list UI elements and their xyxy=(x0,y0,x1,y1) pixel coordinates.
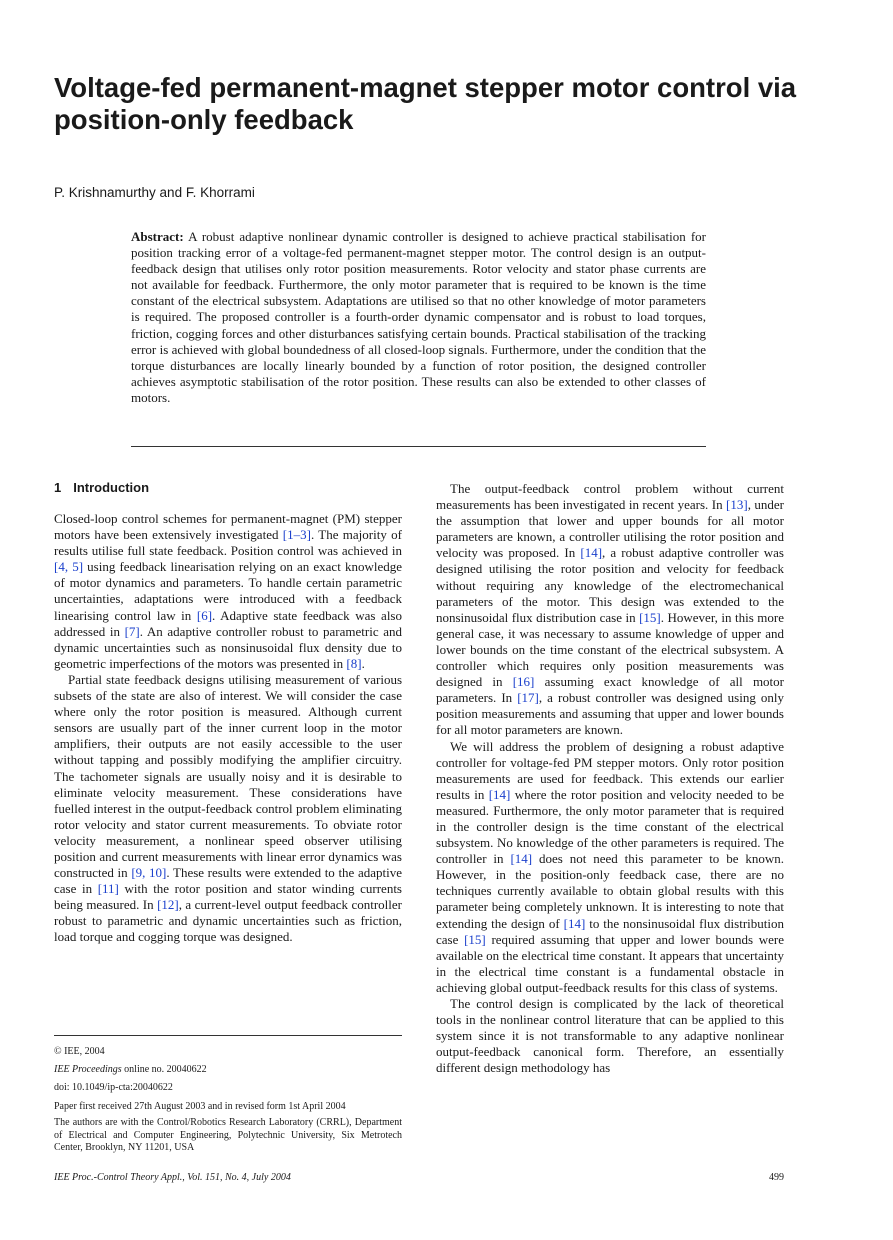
citation-link[interactable]: [14] xyxy=(580,545,603,561)
body-paragraph xyxy=(436,481,784,739)
citation-link[interactable]: [15] xyxy=(464,931,486,947)
paragraph-text: using feedback linearisation relying on an exact knowledge of motor dynamics and parameters. To handle certain parametric uncertainties, adaptations were introduced with a feedback linearising control law in xyxy=(54,559,402,623)
authors: P. Krishnamurthy and F. Khorrami xyxy=(54,185,255,200)
footnote-copyright: © IEE, 2004 xyxy=(54,1046,105,1057)
abstract-divider xyxy=(131,446,706,447)
citation-link[interactable]: [13] xyxy=(726,497,748,513)
citation-link[interactable]: [6] xyxy=(196,607,213,623)
abstract-label: Abstract: xyxy=(131,229,184,244)
page-number: 499 xyxy=(769,1172,784,1183)
paragraph-text: , a robust controller was designed using only position measurements and assuming that upper and lower bounds for all motor parameters are known. xyxy=(436,690,784,738)
footnote-received: Paper first received 27th August 2003 and in revised form 1st April 2004 xyxy=(54,1101,346,1112)
paragraph-text: , a robust adaptive controller was designed utilising the rotor position and velocity for feedback without requiring any knowledge of the electromechanical parameters of the motor. This design was extended to the nonsinusoidal flux distribution case in xyxy=(436,545,784,625)
paragraph-text: The output-feedback control problem without current measurements has been investigated in recent years. In xyxy=(436,481,784,513)
citation-link[interactable]: [15] xyxy=(639,609,661,625)
paragraph-text: . These results were extended to the adaptive case in xyxy=(54,865,402,897)
citation-link[interactable]: [7] xyxy=(124,623,140,639)
citation-link[interactable]: [4, 5] xyxy=(54,559,84,575)
footnote-doi: doi: 10.1049/ip-cta:20040622 xyxy=(54,1082,173,1093)
paragraph-text: with the rotor position and stator winding currents being measured. In xyxy=(54,881,402,913)
paragraph-text: We will address the problem of designing a robust adaptive controller for voltage-fed PM stepper motors. Only rotor position measurements are used for feedback. This extends our earlier results in xyxy=(436,738,784,802)
paper-title: Voltage-fed permanent-magnet stepper motor control via position-only feedback xyxy=(54,72,797,135)
abstract-text: A robust adaptive nonlinear dynamic controller is designed to achieve practical stabilisation for position tracking error of a voltage-fed permanent-magnet stepper motor. The control design is an output-feedback design that utilises only rotor position measurements. Rotor velocity and stator phase currents are not available for feedback. Furthermore, the only motor parameter that is required to be known is the time constant of the electrical subsystem. Adaptations are utilised so that no other knowledge of motor parameters is required. The proposed controller is a fourth-order dynamic compensator and is robust to load torques, friction, cogging forces and other disturbances satisfying certain bounds. Practical stabilisation of the tracking error is achieved with global boundedness of all closed-loop signals. Furthermore, under the condition that the torque disturbances are locally linearly bounded by a function of rotor position, the designed controller achieves asymptotic stabilisation of the rotor position. These results can also be extended to other classes of motors. xyxy=(131,229,706,405)
citation-link[interactable]: [1–3] xyxy=(282,527,311,543)
section-number: 1 xyxy=(54,480,62,495)
left-column xyxy=(54,511,402,946)
paragraph-text: , a current-level output feedback controller robust to parametric and dynamic uncertainties such as friction, load torque and cogging torque was designed. xyxy=(54,897,402,945)
citation-link[interactable]: [16] xyxy=(512,674,535,690)
paragraph-text: , under the assumption that lower and upper bounds for all motor parameters are known, a controller utilising the rotor position and velocity was proposed. In xyxy=(436,497,784,561)
citation-link[interactable]: [14] xyxy=(510,851,533,867)
paragraph-text: does not need this parameter to be known. However, in the position-only feedback case, there are no techniques currently available to obtain global results with this parameter being completely unknown. It is interesting to note that extending the design of xyxy=(436,851,784,931)
journal-footer: IEE Proc.-Control Theory Appl., Vol. 151, No. 4, July 2004 xyxy=(54,1172,291,1183)
footnote-proceedings: IEE Proceedings online no. 20040622 xyxy=(54,1064,207,1075)
footnote-affiliation: The authors are with the Control/Robotics Research Laboratory (CRRL), Department of Electrical and Computer Engineering, Polytechnic University, Six Metrotech Center, Brooklyn, NY 11201, USA xyxy=(54,1117,402,1153)
body-paragraph xyxy=(436,996,784,1076)
body-paragraph xyxy=(54,672,402,946)
paragraph-text: The control design is complicated by the lack of theoretical tools in the nonlinear control literature that can be applied to this system since it is not transformable to any adaptive nonlinear output-feedback canonical form. Therefore, an essentially different design methodology has xyxy=(436,996,784,1076)
citation-link[interactable]: [9, 10] xyxy=(131,865,167,881)
paragraph-text: . xyxy=(361,655,365,671)
proceedings-name: IEE Proceedings xyxy=(54,1064,122,1075)
paragraph-text: required assuming that upper and lower bounds were available on the electrical time constant. It appears that uncertainty in the electrical time constant is a fundamental obstacle in achieving global output-feedback results for this class of systems. xyxy=(436,931,785,995)
body-paragraph xyxy=(436,739,784,997)
paragraph-text: assuming exact knowledge of all motor parameters. In xyxy=(436,674,784,706)
citation-link[interactable]: [8] xyxy=(346,655,362,671)
body-paragraph xyxy=(54,511,402,672)
footnote-divider xyxy=(54,1035,402,1036)
citation-link[interactable]: [17] xyxy=(517,690,539,706)
paragraph-text: . An adaptive controller robust to parametric and dynamic uncertainties such as nonsinusoidal flux density due to geometric imperfections of the motors was presented in xyxy=(54,623,402,671)
paragraph-text: . However, in this more general case, it was necessary to assume knowledge of upper and lower bounds on the time constant of the electrical subsystem. A controller which requires only position measurements was designed in xyxy=(436,609,784,690)
citation-link[interactable]: [14] xyxy=(563,915,586,931)
section-title: Introduction xyxy=(73,480,150,495)
paragraph-text: Partial state feedback designs utilising measurement of various subsets of the state are also of interest. We will consider the case where only the rotor position is measured. Although current sensors are usually part of the inner current loop in the motor amplifiers, their outputs are not easily accessible to the user without tapping and possibly modifying the amplifier circuitry. The tachometer signals are usually noisy and it is desirable to eliminate velocity measurement. These considerations have fuelled interest in the output-feedback control problem eliminating rotor velocity and stator current measurements. To obviate rotor velocity measurement, a nonlinear speed observer utilising position and current measurements with linear error dynamics was constructed in xyxy=(54,671,402,881)
citation-link[interactable]: [12] xyxy=(157,897,179,913)
right-column xyxy=(436,481,784,1076)
paragraph-text: . The majority of results utilise full state feedback. Position control was achieved in xyxy=(54,527,402,559)
citation-link[interactable]: [14] xyxy=(488,786,511,802)
paragraph-text: where the rotor position and velocity needed to be measured. Furthermore, the only motor parameter that is required in the controller design is the time constant of the electrical subsystem. No knowledge of the other parameters is required. The controller in xyxy=(436,786,784,867)
paragraph-text: . Adaptive state feedback was also addressed in xyxy=(54,607,402,639)
paragraph-text: Closed-loop control schemes for permanent-magnet (PM) stepper motors have been extensively investigated xyxy=(54,511,402,543)
section-heading xyxy=(54,480,161,495)
citation-link[interactable]: [11] xyxy=(97,881,119,897)
paragraph-text: to the nonsinusoidal flux distribution case xyxy=(436,915,784,947)
abstract xyxy=(131,229,706,406)
